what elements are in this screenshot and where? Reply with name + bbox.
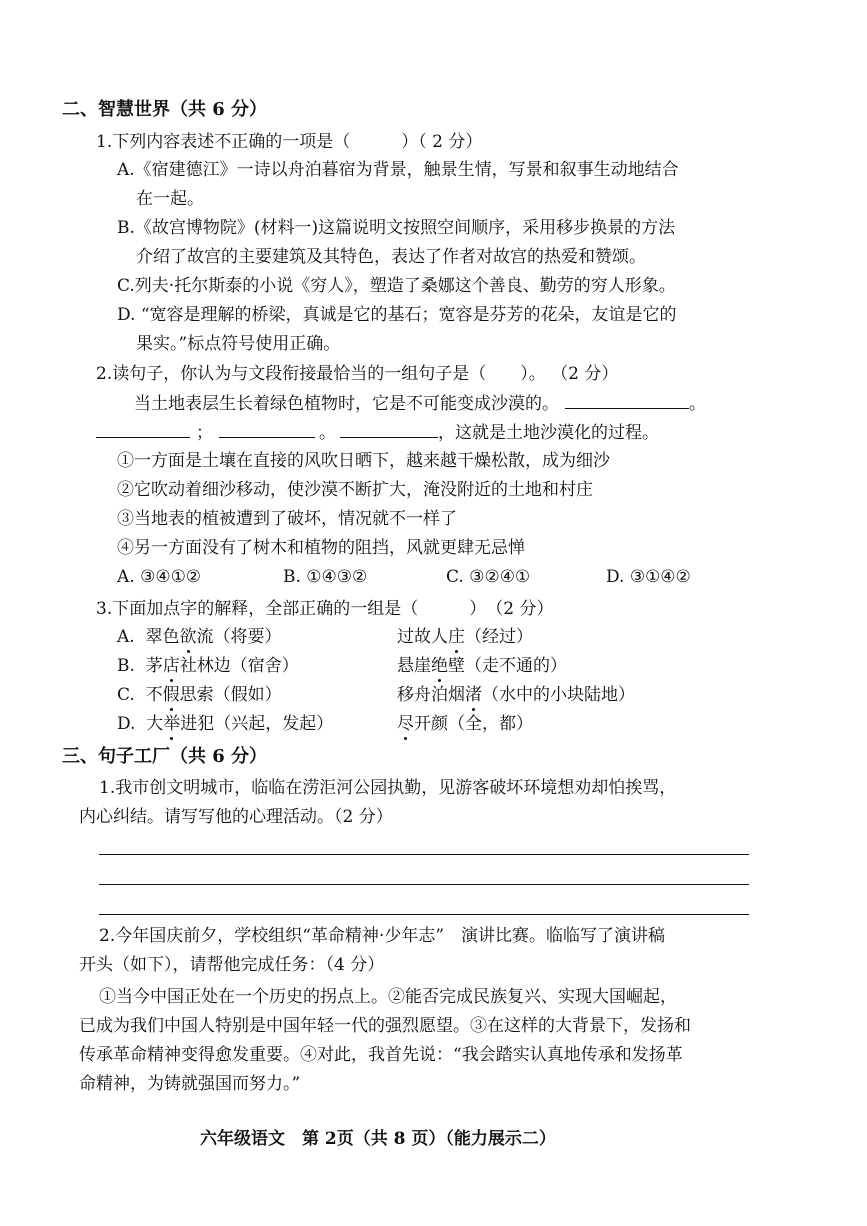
- choice-c: C. ③②④①: [446, 567, 531, 587]
- choice-row-b-left: [117, 656, 299, 676]
- text-fragment: 大: [146, 714, 164, 734]
- question-stem: 2.读句子，你认为与文段衔接最恰当的一组句子是（ ）。 （2 分）: [96, 364, 619, 384]
- text-fragment: 不: [145, 685, 163, 705]
- question-stem: 1.下列内容表述不正确的一项是（ ）（ 2 分）: [96, 132, 483, 152]
- answer-line[interactable]: [99, 914, 749, 915]
- section-title: 三、句子工厂（共 6 分）: [62, 746, 268, 767]
- sentence-option: ①一方面是土壤在直接的风吹日晒下，越来越干燥松散，成为细沙: [117, 451, 610, 471]
- text-fragment: 移舟泊烟: [397, 685, 465, 705]
- text-fragment: （水中的小块陆地）: [482, 685, 635, 705]
- sentence-option: ②它吹动着细沙移动，使沙漠不断扩大，淹没附近的土地和村庄: [117, 480, 593, 500]
- answer-blank[interactable]: [340, 436, 438, 438]
- choice-row-c-left: [117, 685, 282, 705]
- choice-label: B.: [117, 656, 135, 676]
- text-fragment: （经过）: [465, 627, 533, 647]
- dotted-char: 渚: [465, 685, 482, 705]
- dotted-char: 绝: [431, 656, 448, 676]
- dotted-char: 欲: [179, 627, 197, 647]
- text-fragment: 开颜（全，都）: [414, 714, 533, 734]
- dotted-char: 庄: [448, 627, 465, 647]
- option-a-line2: 在一起。: [136, 189, 204, 209]
- dotted-char: 尽: [397, 714, 414, 734]
- passage-tail: ，这就是土地沙漠化的过程。: [438, 423, 659, 443]
- question-stem: 3.下面加点字的解释，全部正确的一组是（ ） （2 分）: [96, 599, 554, 619]
- answer-blank[interactable]: [565, 407, 689, 409]
- text-fragment: 过故人: [397, 627, 448, 647]
- option-c-line1: C.列夫·托尔斯泰的小说《穷人》，塑造了桑娜这个善良、勤劳的穷人形象。: [117, 276, 676, 296]
- answer-blank[interactable]: [96, 436, 190, 438]
- text-fragment: 翠色: [145, 627, 180, 647]
- dotted-char: 举: [163, 714, 181, 734]
- answer-line[interactable]: [99, 854, 749, 855]
- choice-row-d-right: [397, 714, 533, 734]
- choice-row-a-right: [397, 627, 533, 647]
- option-d-line1: D. “宽容是理解的桥梁，真诚是它的基石；宽容是芬芳的花朵，友谊是它的: [117, 305, 677, 325]
- choice-a: A. ③④①②: [117, 567, 202, 587]
- choice-label: D.: [117, 714, 136, 734]
- question-text: 内心纠结。请写写他的心理活动。（2 分）: [79, 807, 393, 827]
- choice-row-c-right: [397, 685, 635, 705]
- page-footer: 六年级语文 第 2页（共 8 页）（能力展示二）: [200, 1129, 556, 1149]
- text-fragment: 茅: [145, 656, 163, 676]
- speech-text: 传承革命精神变得愈发重要。④对此，我首先说：“我会踏实认真地传承和发扬革: [79, 1045, 683, 1065]
- choice-label: C.: [117, 685, 135, 705]
- text-fragment: 进犯（兴起，发起）: [180, 714, 334, 734]
- passage-line: [96, 423, 659, 443]
- option-d-line2: 果实。”标点符号使用正确。: [136, 334, 341, 354]
- choice-label: A.: [117, 627, 135, 647]
- question-text: 开头（如下），请帮他完成任务：（4 分）: [79, 955, 385, 975]
- punctuation: ；: [196, 423, 213, 443]
- choice-row-b-right: [397, 656, 567, 676]
- text-fragment: 社林边（宿舍）: [179, 656, 299, 676]
- dotted-char: 假: [162, 685, 180, 705]
- text-fragment: 悬崖: [397, 656, 431, 676]
- answer-blank[interactable]: [219, 436, 315, 438]
- option-a-line1: A.《宿建德江》一诗以舟泊暮宿为背景，触景生情，写景和叙事生动地结合: [117, 160, 679, 180]
- sentence-option: ③当地表的植被遭到了破坏，情况就不一样了: [117, 509, 457, 529]
- punctuation: 。: [319, 423, 336, 443]
- passage-line: [134, 394, 706, 414]
- text-fragment: 壁（走不通的）: [448, 656, 567, 676]
- text-fragment: 流（将要）: [196, 627, 282, 647]
- choice-d: D. ③①④②: [606, 567, 691, 587]
- speech-text: ①当今中国正处在一个历史的拐点上。②能否完成民族复兴、实现大国崛起，: [99, 987, 677, 1007]
- dotted-char: 店: [162, 656, 180, 676]
- speech-text: 已成为我们中国人特别是中国年轻一代的强烈愿望。③在这样的大背景下，发扬和: [79, 1016, 691, 1036]
- question-text: 1.我市创文明城市，临临在涝洰河公园执勤，见游客破坏环境想劝却怕挨骂，: [99, 778, 677, 798]
- section-title: 二、智慧世界（共 6 分）: [62, 99, 268, 120]
- choice-row-d-left: [117, 714, 333, 734]
- speech-text: 命精神，为铸就强国而努力。”: [79, 1074, 301, 1094]
- text-fragment: 思索（假如）: [179, 685, 282, 705]
- choice-row-a-left: [117, 627, 282, 647]
- sentence-option: ④另一方面没有了树木和植物的阻挡，风就更肆无忌惮: [117, 538, 525, 558]
- question-text: 2.今年国庆前夕，学校组织“革命精神·少年志” 演讲比赛。临临写了演讲稿: [99, 926, 666, 946]
- answer-line[interactable]: [99, 884, 749, 885]
- passage-text: 当土地表层生长着绿色植物时，它是不可能变成沙漠的。: [134, 394, 559, 414]
- option-b-line1: B.《故宫博物院》(材料一)这篇说明文按照空间顺序，采用移步换景的方法: [117, 218, 676, 238]
- punctuation: 。: [689, 394, 706, 414]
- option-b-line2: 介绍了故宫的主要建筑及其特色，表达了作者对故宫的热爱和赞颂。: [136, 247, 646, 267]
- choice-b: B. ①④③②: [283, 567, 368, 587]
